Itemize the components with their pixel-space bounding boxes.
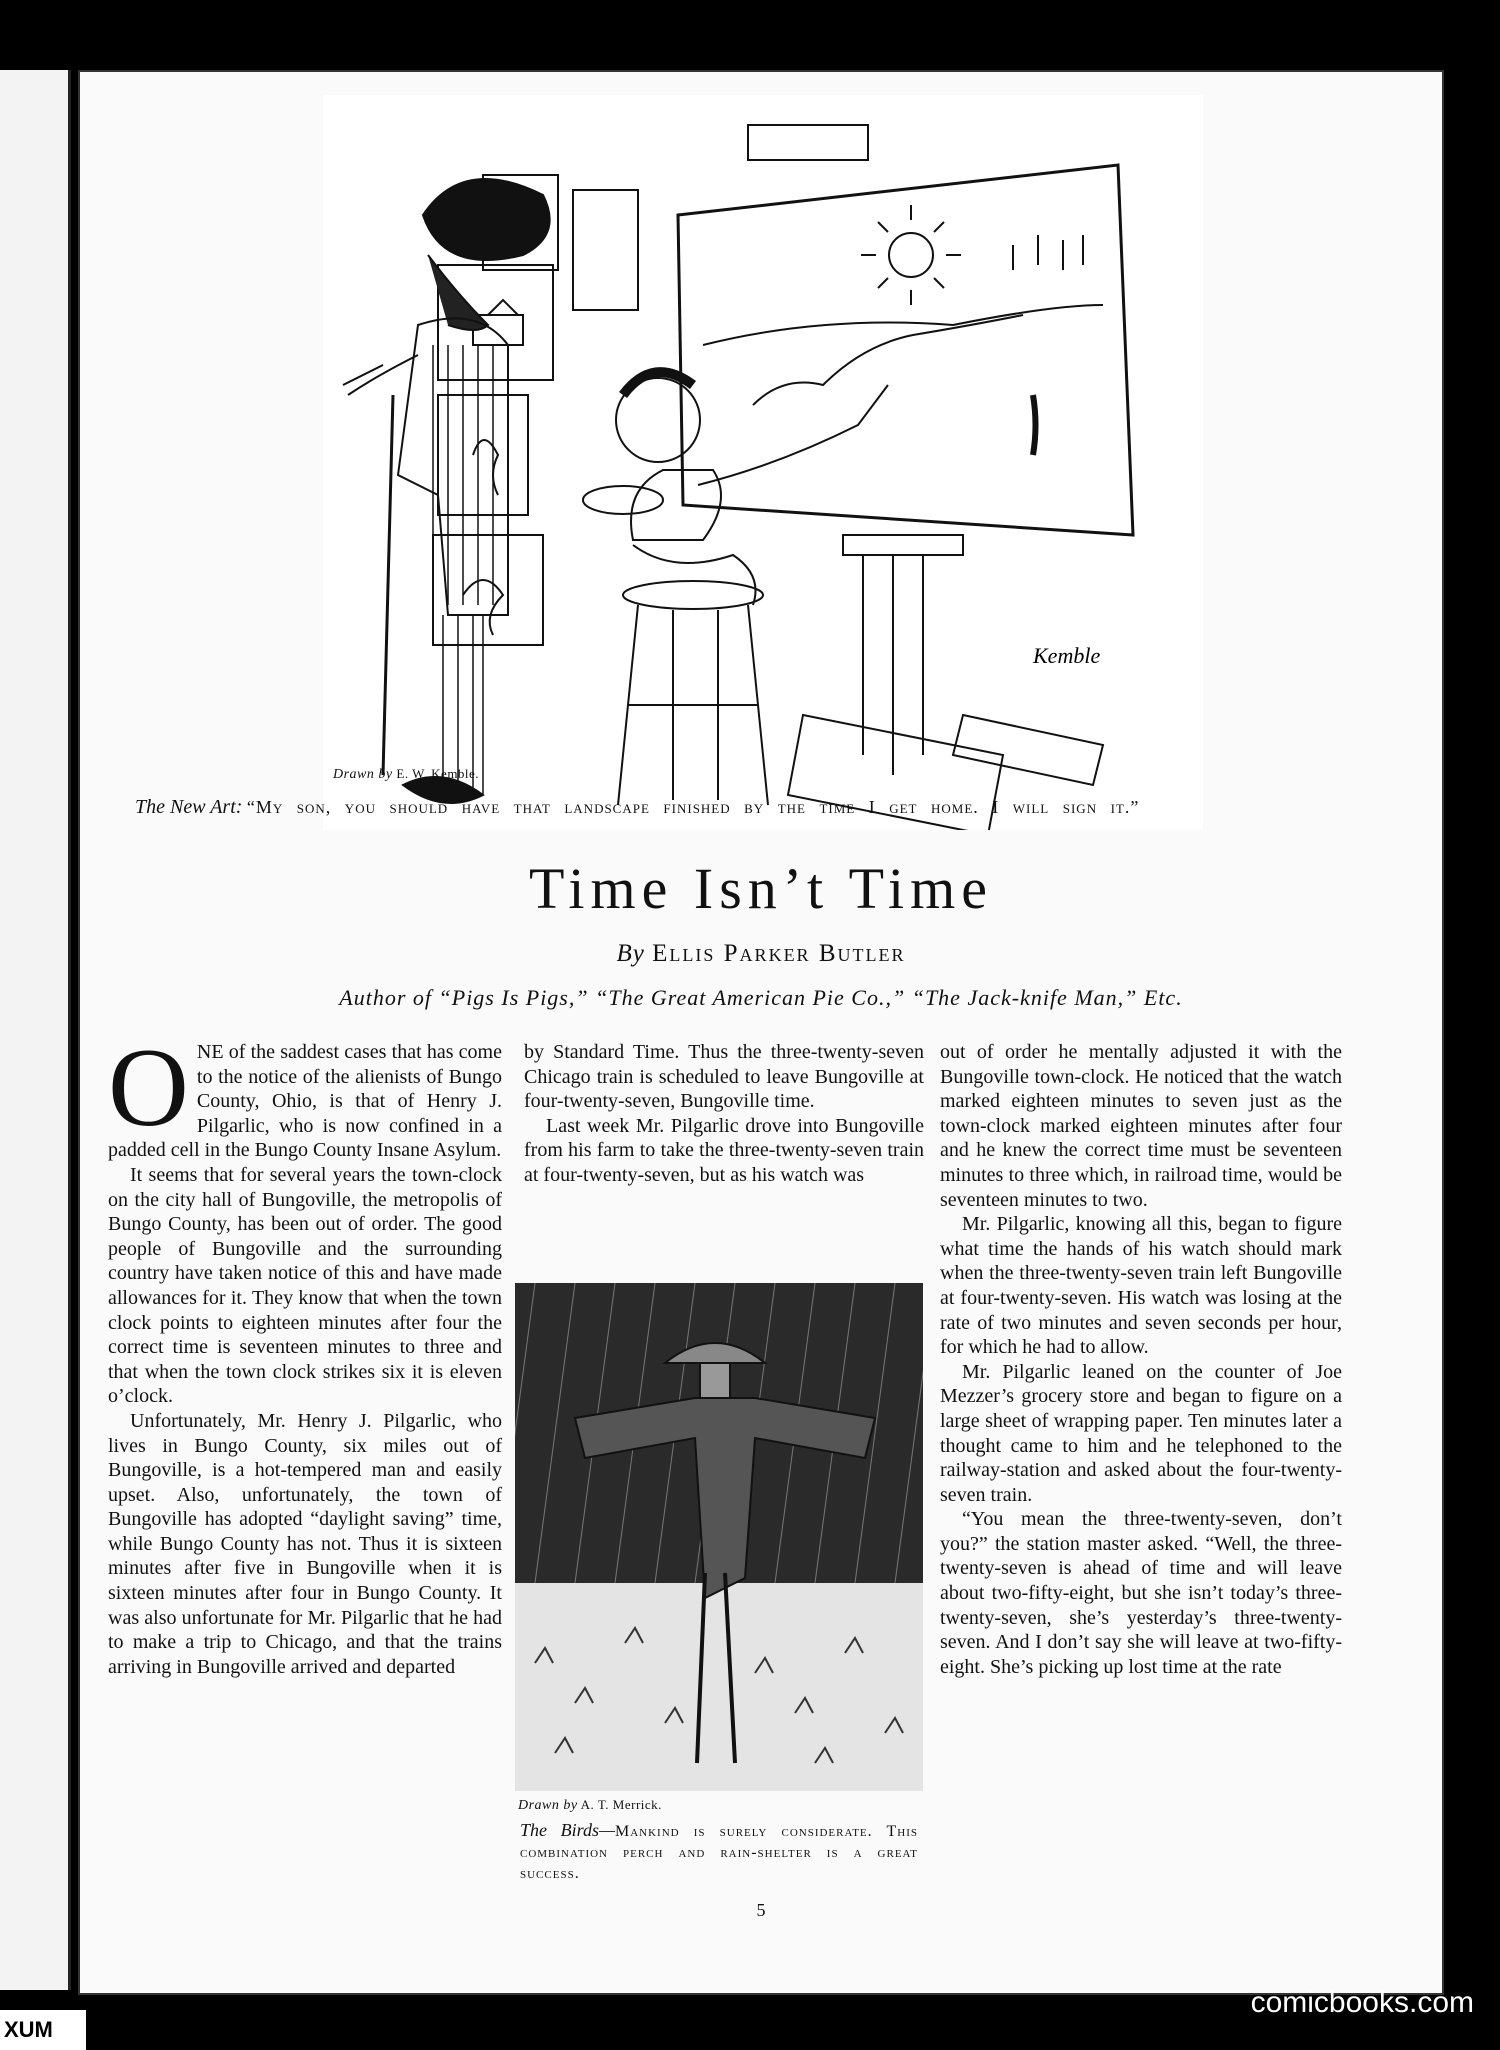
scan-tag: XUM [0,2010,86,2050]
scarecrow-rain-drawing [515,1283,923,1791]
painter-scene-drawing [323,95,1203,830]
opening-text: NE of the saddest cases that has come to the notice of the alienists of Bungo County, Ohio, is that of Henry J. Pilgarlic, who is now confined in a padded cell in the Bungo County Insane Asylum. [108,1041,502,1162]
illustration-credit-top [333,766,479,783]
paragraph: Mr. Pilgarlic leaned on the counter of Joe Mezzer’s grocery store and began to figure on a large sheet of wrapping paper. Ten minutes later a thought came to him and he telephoned to the railway-station and asked about the four-twenty-seven train. [940,1360,1342,1506]
paragraph: Last week Mr. Pilgarlic drove into Bungoville from his farm to take the three-twenty-seven train at four-twenty-seven, but as his watch was [524,1114,924,1186]
paragraph: “You mean the three-twenty-seven, don’t you?” the station master asked. “Well, the three-twenty-seven is ahead of time and will leave about two-fifty-eight, but she isn’t today’s three-twenty-seven, she’s yesterday’s three-twenty-seven. And I don’t say she will leave at two-fifty-eight. She’s picking up lost time at the rate [940,1508,1342,1678]
credit-artist: E. W. Kemble. [396,766,480,781]
caption-text: Mankind is surely considerate. This combination perch and rain-shelter is a great success. [520,1823,918,1882]
illustration-the-birds [515,1283,923,1791]
caption-text: “My son, you should have that landscape finished by the time I get home. I will sign it.” [246,797,1140,817]
paragraph: by Standard Time. Thus the three-twenty-seven Chicago train is scheduled to leave Bungoville at four-twenty-seven, Bungoville time. [524,1041,924,1113]
byline-by: By [616,940,645,967]
previous-page-edge [0,70,71,1990]
magazine-page [78,70,1444,1995]
text-column-3 [940,1040,1342,1679]
caption-lead: The Birds— [520,1820,615,1840]
paragraph: out of order he mentally adjusted it with the Bungoville town-clock. He noticed that the watch marked eighteen minutes to seven just as the town-clock marked eighteen minutes after four and he knew the correct time must be seventeen minutes to three which, in railroad time, would be seventeen minutes to two. [940,1041,1342,1211]
paragraph: Unfortunately, Mr. Henry J. Pilgarlic, who lives in Bungo County, six miles out of Bungoville, is a hot-tempered man and easily upset. Also, unfortunately, the town of Bungoville has adopted “daylight saving” time, while Bungo County has not. Thus it is sixteen minutes after five in Bungoville when it is sixteen minutes after four in Bungo County. It was also unfortunate for Mr. Pilgarlic that he had to make a trip to Chicago, and that the trains arriving in Bungoville arrived and departed [108,1409,502,1678]
author-credits: Author of “Pigs Is Pigs,” “The Great American Pie Co.,” “The Jack-knife Man,” Etc. [339,985,1183,1010]
artist-signature: Kemble [1033,643,1101,668]
illustration-new-art [323,95,1203,830]
author-name: Ellis Parker Butler [652,940,906,967]
drop-cap: O [108,1026,189,1150]
opening-paragraph [108,1026,502,1163]
credit-prefix: Drawn by [333,767,393,782]
illustration-caption-top [135,796,1395,819]
paragraph: It seems that for several years the town-clock on the city hall of Bungoville, the metropolis of Bungo County, has been out of order. The good people of Bungoville and the surrounding country have taken notice of this and have made allowances for it. They know that when the town clock points to eighteen minutes after four the correct time is seventeen minutes to three and that when the town clock strikes six it is eleven o’clock. [108,1163,502,1408]
credit-artist: A. T. Merrick. [580,1797,662,1812]
text-column-1 [108,1026,502,1679]
illustration-caption-mid [520,1820,918,1884]
illustration-credit-mid [518,1797,662,1814]
site-watermark: comicbooks.com [1250,1986,1474,2019]
text-column-2 [524,1040,924,1188]
credit-prefix: Drawn by [518,1798,578,1813]
byline [78,940,1444,968]
article-title: Time Isn’t Time [529,856,993,921]
paragraph: Mr. Pilgarlic, knowing all this, began to figure what time the hands of his watch should mark when the three-twenty-seven train left Bungoville at four-twenty-seven. His watch was losing at the rate of two minutes and seven seconds per hour, for which he had to allow. [940,1213,1342,1359]
caption-lead: The New Art: [135,796,243,818]
page-number: 5 [756,1900,766,1920]
